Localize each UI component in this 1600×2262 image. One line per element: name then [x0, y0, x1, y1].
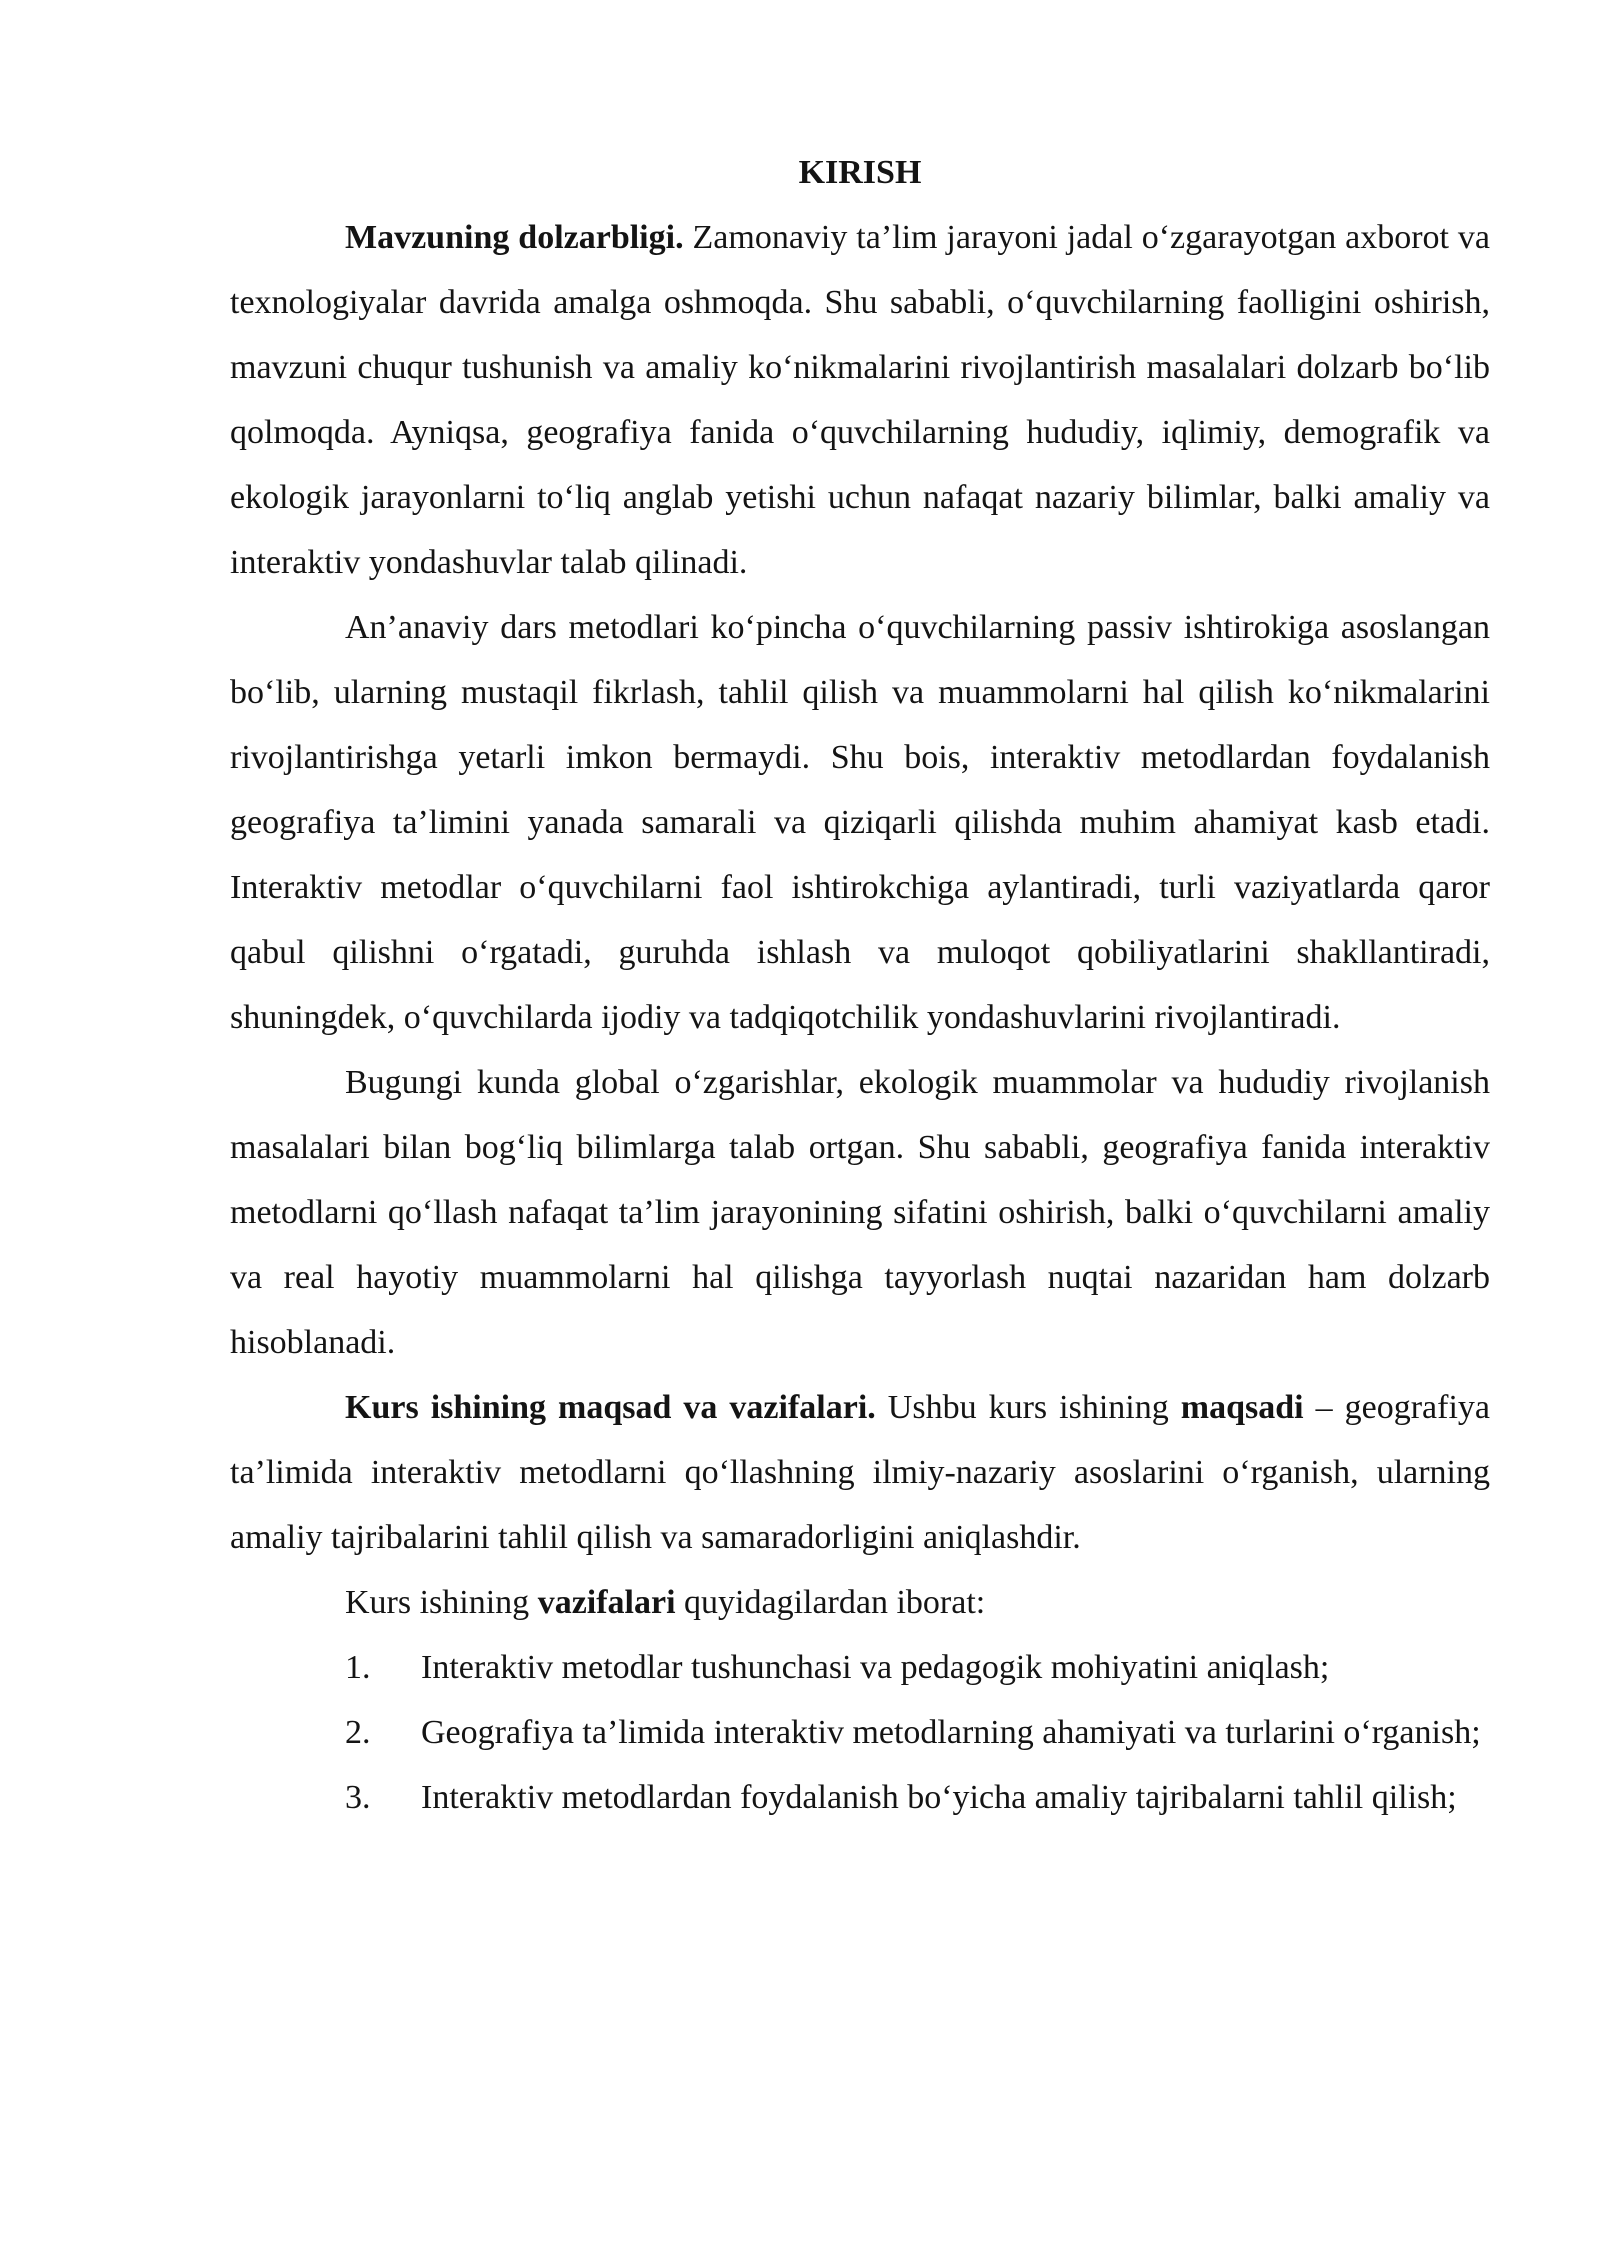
- paragraph-tasks-intro: [230, 1570, 1490, 1635]
- paragraph-traditional-methods: An’anaviy dars metodlari ko‘pincha o‘quvchilarning passiv ishtirokiga asoslangan bo‘lib, ularning mustaqil fikrlash, tahlil qilish va muammolarni hal qilish ko‘nikmalarini rivojlantirishga yetarli imkon bermaydi. Shu bois, interaktiv metodlardan foydalanish geografiya ta’limini yanada samarali va qiziqarli qilishda muhim ahamiyat kasb etadi. Interaktiv metodlar o‘quvchilarni faol ishtirokchiga aylantiradi, turli vaziyatlarda qaror qabul qilishni o‘rgatadi, guruhda ishlash va muloqot qobiliyatlarini shakllantiradi, shuningdek, o‘quvchilarda ijodiy va tadqiqotchilik yondashuvlarini rivojlantiradi.: [230, 609, 1490, 1036]
- paragraph-goal: [230, 1375, 1490, 1570]
- list-item-text: Interaktiv metodlardan foydalanish bo‘yicha amaliy tajribalarni tahlil qilish;: [421, 1779, 1457, 1816]
- goal-keyword: maqsadi: [1180, 1389, 1304, 1426]
- paragraph-text: – geografiya ta’limida interaktiv metodlarni qo‘llashning ilmiy-nazariy asoslarini o‘rganish, ularning amaliy tajribalarini tahlil qilish va samaradorligini aniqlashdir.: [230, 1389, 1490, 1556]
- list-item-text: Geografiya ta’limida interaktiv metodlarning ahamiyati va turlarini o‘rganish;: [421, 1714, 1481, 1751]
- paragraph-global-changes: Bugungi kunda global o‘zgarishlar, ekologik muammolar va hududiy rivojlanish masalalari bilan bog‘liq bilimlarga talab ortgan. Shu sababli, geografiya fanida interaktiv metodlarni qo‘llash nafaqat ta’lim jarayonining sifatini oshirish, balki o‘quvchilarni amaliy va real hayotiy muammolarni hal qilishga tayyorlash nuqtai nazaridan ham dolzarb hisoblanadi.: [230, 1064, 1490, 1361]
- paragraph-text: quyidagilardan iborat:: [675, 1584, 986, 1621]
- list-item-number: 1.: [345, 1649, 371, 1686]
- document-body: [230, 140, 1490, 1830]
- tasks-keyword: vazifalari: [537, 1584, 676, 1621]
- list-item-text: Interaktiv metodlar tushunchasi va pedagogik mohiyatini aniqlash;: [421, 1649, 1330, 1686]
- list-item-number: 2.: [345, 1714, 371, 1751]
- list-item-number: 3.: [345, 1779, 371, 1816]
- list-item: [230, 1635, 1490, 1700]
- paragraph-lead: Mavzuning dolzarbligi.: [345, 219, 684, 256]
- page-title: KIRISH: [798, 154, 922, 191]
- paragraph-relevance: [230, 205, 1490, 595]
- paragraph-text: Kurs ishining: [345, 1584, 538, 1621]
- list-item: [230, 1765, 1490, 1830]
- paragraph-text: Zamonaviy ta’lim jarayoni jadal o‘zgarayotgan axborot va texnologiyalar davrida amalga oshmoqda. Shu sababli, o‘quvchilarning faolligini oshirish, mavzuni chuqur tushunish va amaliy ko‘nikmalarini rivojlantirish masalalari dolzarb bo‘lib qolmoqda. Ayniqsa, geografiya fanida o‘quvchilarning hududiy, iqlimiy, demografik va ekologik jarayonlarni to‘liq anglab yetishi uchun nafaqat nazariy bilimlar, balki amaliy va interaktiv yondashuvlar talab qilinadi.: [230, 219, 1491, 581]
- list-item: [230, 1700, 1490, 1765]
- paragraph-text: Ushbu kurs ishining: [875, 1389, 1181, 1426]
- paragraph-lead: Kurs ishining maqsad va vazifalari.: [345, 1389, 876, 1426]
